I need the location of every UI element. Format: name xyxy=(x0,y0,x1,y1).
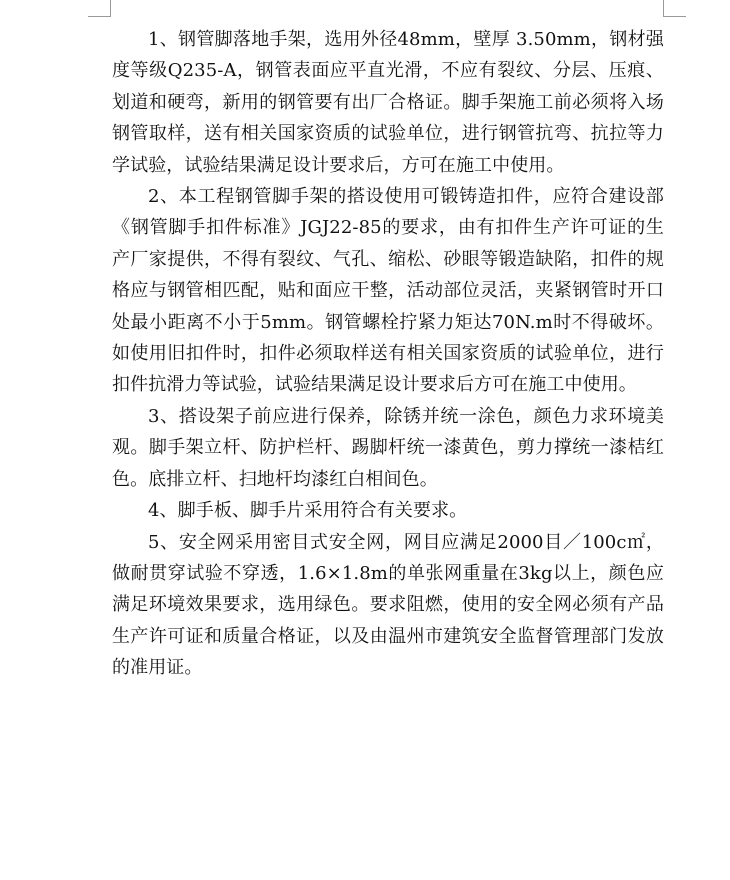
paragraph-1-steel-pipe: 1、钢管脚落地手架，选用外径48mm，壁厚 3.50mm，钢材强度等级Q235-A，钢管表面应平直光滑，不应有裂纹、分层、压痕、划道和硬弯，新用的钢管要有出厂合格证。脚手架施工前必须将入场钢管取样，送有相关国家资质的试验单位，进行钢管抗弯、抗拉等力学试验，试验结果满足设计要求后，方可在施工中使用。 xyxy=(112,29,664,176)
paragraph-4-scaffold-boards: 4、脚手板、脚手片采用符合有关要求。 xyxy=(148,500,468,522)
document-body[interactable] xyxy=(112,24,664,684)
top-left-crop-mark xyxy=(88,0,111,17)
paragraph-3-painting: 3、搭设架子前应进行保养，除锈并统一涂色，颜色力求环境美观。脚手架立杆、防护栏杆、踢脚杆统一漆黄色，剪力撑统一漆桔红色。底排立杆、扫地杆均漆红白相间色。 xyxy=(112,405,664,490)
top-right-crop-mark xyxy=(663,0,686,17)
paragraph-2-fasteners: 2、本工程钢管脚手架的搭设使用可锻铸造扣件，应符合建设部《钢管脚手扣件标准》JGJ22-85的要求，由有扣件生产许可证的生产厂家提供，不得有裂纹、气孔、缩松、砂眼等锻造缺陷，扣件的规格应与钢管相匹配，贴和面应干整，活动部位灵活，夹紧钢管时开口处最小距离不小于5mm。钢管螺栓拧紧力矩达70N.m时不得破坏。如使用旧扣件时，扣件必须取样送有相关国家资质的试验单位，进行扣件抗滑力等试验，试验结果满足设计要求后方可在施工中使用。 xyxy=(112,186,664,396)
paragraph-5-safety-net: 5、安全网采用密目式安全网，网目应满足2000目／100c㎡，做耐贯穿试验不穿透，1.6×1.8m的单张网重量在3kg以上，颜色应满足环境效果要求，选用绿色。要求阻燃，使用的安全网必须有产品生产许可证和质量合格证，以及由温州市建筑安全监督管理部门发放的准用证。 xyxy=(112,531,664,679)
